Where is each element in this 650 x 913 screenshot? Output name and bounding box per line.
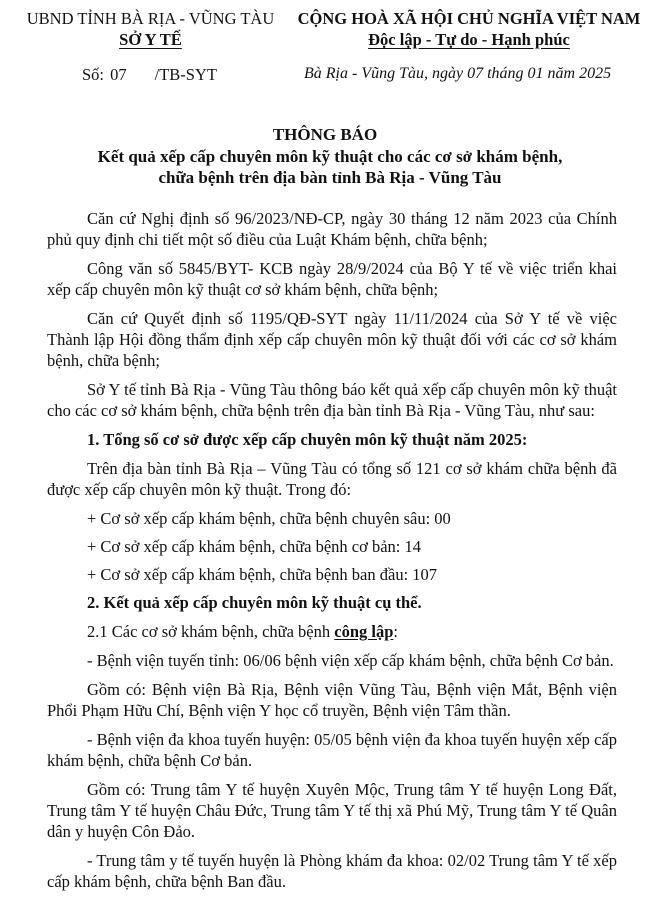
department-name: SỞ Y TẾ bbox=[119, 30, 182, 49]
public-facilities-emphasis: công lập bbox=[334, 622, 394, 641]
list-item-basic: + Cơ sở xếp cấp khám bệnh, chữa bệnh cơ bản: 14 bbox=[87, 537, 422, 556]
paragraph-provincial-hospitals: - Bệnh viện tuyến tỉnh: 06/06 bệnh viện xếp cấp khám bệnh, chữa bệnh Cơ bản. bbox=[87, 651, 614, 670]
document-body bbox=[47, 208, 617, 900]
issuing-agency-block bbox=[8, 8, 293, 50]
document-number bbox=[82, 65, 217, 85]
national-heading-block bbox=[288, 8, 650, 50]
agency-name: UBND TỈNH BÀ RỊA - VŨNG TÀU bbox=[26, 9, 275, 28]
public-facilities-prefix: 2.1 Các cơ sở khám bệnh, chữa bệnh bbox=[87, 622, 335, 641]
paragraph-legal-basis-1: Căn cứ Nghị định số 96/2023/NĐ-CP, ngày 30 tháng 12 năm 2023 của Chính phủ quy định chi tiết một số điều của Luật Khám bệnh, chữa bệnh; bbox=[47, 209, 617, 249]
doc-number-value: 07 bbox=[110, 65, 127, 84]
doc-number-suffix: /TB-SYT bbox=[154, 65, 217, 84]
country-name: CỘNG HOÀ XÃ HỘI CHỦ NGHĨA VIỆT NAM bbox=[297, 9, 641, 28]
section-heading-1: 1. Tổng số cơ sở được xếp cấp chuyên môn kỹ thuật năm 2025: bbox=[87, 430, 528, 449]
paragraph-legal-basis-2: Công văn số 5845/BYT- KCB ngày 28/9/2024 của Bộ Y tế về việc triển khai xếp cấp chuyên môn kỹ thuật cơ sở khám bệnh, chữa bệnh; bbox=[47, 259, 617, 299]
paragraph-district-clinics: - Trung tâm y tế tuyến huyện là Phòng khám đa khoa: 02/02 Trung tâm Y tế xếp cấp khám bệnh, chữa bệnh Ban đầu. bbox=[47, 851, 617, 891]
paragraph-district-hospital-list: Gồm có: Trung tâm Y tế huyện Xuyên Mộc, Trung tâm Y tế huyện Long Đất, Trung tâm Y tế huyện Châu Đức, Trung tâm Y tế thị xã Phú Mỹ, Trung tâm Y tế Quân dân y huyện Côn Đảo. bbox=[47, 780, 617, 841]
paragraph-district-hospitals: - Bệnh viện đa khoa tuyến huyện: 05/05 bệnh viện đa khoa tuyến huyện xếp cấp khám bệnh, chữa bệnh Cơ bản. bbox=[47, 730, 617, 770]
document-subtitle: Kết quả xếp cấp chuyên môn kỹ thuật cho các cơ sở khám bệnh, chữa bệnh trên địa bàn tỉnh Bà Rịa - Vũng Tàu bbox=[97, 147, 563, 187]
place-and-date: Bà Rịa - Vũng Tàu, ngày 07 tháng 01 năm 2025 bbox=[304, 65, 612, 82]
public-facilities-suffix: : bbox=[393, 622, 398, 641]
list-item-initial: + Cơ sở xếp cấp khám bệnh, chữa bệnh ban đầu: 107 bbox=[87, 565, 438, 584]
paragraph-provincial-hospital-list: Gồm có: Bệnh viện Bà Rịa, Bệnh viện Vũng Tàu, Bệnh viện Mắt, Bệnh viện Phổi Phạm Hữu Chí, Bệnh viện Y học cổ truyền, Bệnh viện Tâm thần. bbox=[47, 680, 617, 720]
section-heading-2: 2. Kết quả xếp cấp chuyên môn kỹ thuật cụ thể. bbox=[87, 593, 422, 612]
paragraph-total: Trên địa bàn tỉnh Bà Rịa – Vũng Tàu có tổng số 121 cơ sở khám chữa bệnh đã được xếp cấp chuyên môn kỹ thuật. Trong đó: bbox=[47, 459, 617, 499]
paragraph-announcement: Sở Y tế tỉnh Bà Rịa - Vũng Tàu thông báo kết quả xếp cấp chuyên môn kỹ thuật cho các cơ sở khám bệnh, chữa bệnh trên địa bàn tỉnh Bà Rịa - Vũng Tàu, như sau: bbox=[47, 380, 617, 420]
paragraph-legal-basis-3: Căn cứ Quyết định số 1195/QĐ-SYT ngày 11/11/2024 của Sở Y tế về việc Thành lập Hội đồng thẩm định xếp cấp chuyên môn kỹ thuật đối với các cơ sở khám bệnh, chữa bệnh; bbox=[47, 309, 617, 370]
list-item-specialized: + Cơ sở xếp cấp khám bệnh, chữa bệnh chuyên sâu: 00 bbox=[87, 509, 451, 528]
national-motto: Độc lập - Tự do - Hạnh phúc bbox=[368, 30, 570, 49]
document-title: THÔNG BÁO bbox=[272, 125, 378, 144]
paragraph-public-facilities bbox=[47, 621, 617, 642]
doc-number-prefix: Số: bbox=[82, 65, 105, 84]
